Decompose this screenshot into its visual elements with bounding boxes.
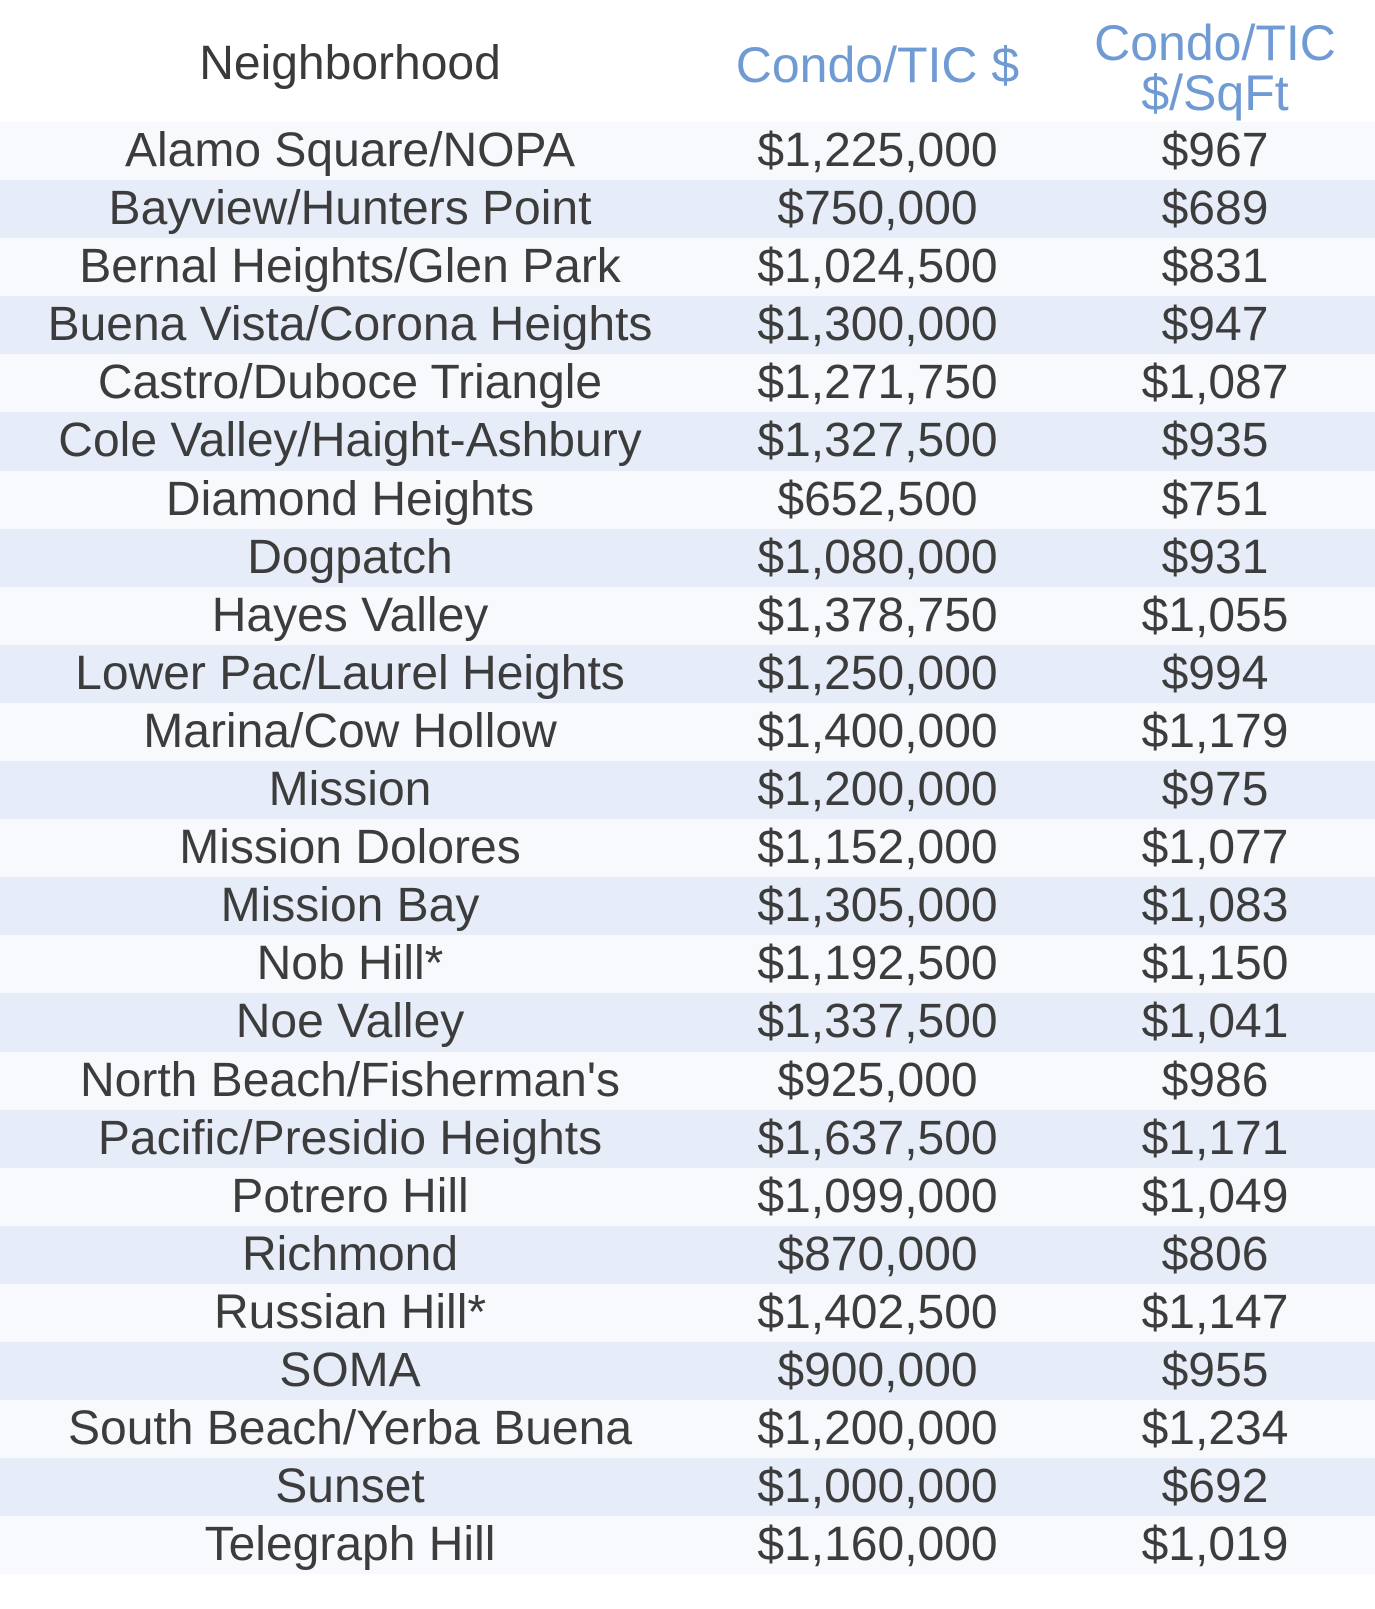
price-per-sqft-cell: $967	[1161, 124, 1269, 177]
neighborhood-cell: Mission Dolores	[179, 821, 521, 875]
price-per-sqft-cell: $931	[1161, 530, 1269, 584]
price-per-sqft-cell: $1,087	[1141, 356, 1289, 410]
table-row	[0, 993, 1375, 1051]
table-row	[0, 471, 1375, 529]
price-cell: $1,250,000	[757, 646, 998, 700]
neighborhood-cell: Telegraph Hill	[204, 1518, 496, 1572]
price-cell: $1,152,000	[757, 821, 998, 875]
table-row	[0, 703, 1375, 761]
price-cell: $652,500	[777, 472, 978, 526]
table-row	[0, 1342, 1375, 1400]
neighborhood-cell: Noe Valley	[235, 995, 465, 1049]
price-cell: $1,160,000	[757, 1518, 998, 1572]
price-cell: $925,000	[777, 1053, 978, 1107]
table-row	[0, 1458, 1375, 1516]
price-per-sqft-cell: $994	[1161, 646, 1269, 700]
price-cell: $1,271,750	[757, 356, 998, 410]
table-row	[0, 412, 1375, 470]
table-row	[0, 1516, 1375, 1574]
neighborhood-cell: Cole Valley/Haight-Ashbury	[58, 414, 642, 468]
price-cell: $1,637,500	[757, 1111, 998, 1165]
price-cell: $1,378,750	[757, 588, 998, 642]
table-row	[0, 1226, 1375, 1284]
neighborhood-cell: Marina/Cow Hollow	[143, 704, 557, 758]
neighborhood-cell: North Beach/Fisherman's	[79, 1053, 621, 1107]
table-row	[0, 1168, 1375, 1226]
price-cell: $1,225,000	[757, 124, 998, 177]
price-per-sqft-cell: $1,171	[1141, 1111, 1289, 1165]
neighborhood-cell: Diamond Heights	[165, 472, 535, 526]
price-cell: $750,000	[777, 182, 978, 236]
neighborhood-cell: Buena Vista/Corona Heights	[47, 298, 653, 352]
table-row	[0, 180, 1375, 238]
table-row	[0, 819, 1375, 877]
price-per-sqft-cell: $1,083	[1141, 879, 1289, 933]
neighborhood-cell: Richmond	[241, 1227, 459, 1281]
neighborhood-cell: Hayes Valley	[211, 588, 489, 642]
table-row	[0, 529, 1375, 587]
price-cell: $1,300,000	[757, 298, 998, 352]
neighborhood-cell: Pacific/Presidio Heights	[97, 1111, 603, 1165]
price-cell: $1,200,000	[757, 1402, 998, 1456]
neighborhood-cell: South Beach/Yerba Buena	[67, 1402, 633, 1456]
price-cell: $900,000	[777, 1343, 978, 1397]
price-per-sqft-cell: $806	[1161, 1227, 1269, 1281]
table-row	[0, 935, 1375, 993]
price-cell: $1,400,000	[757, 704, 998, 758]
table-row	[0, 1110, 1375, 1168]
column-header-price: Condo/TIC $	[735, 37, 1020, 93]
price-per-sqft-cell: $1,077	[1141, 821, 1289, 875]
table-row	[0, 1052, 1375, 1110]
table-body	[0, 122, 1375, 1574]
neighborhood-cell: Mission Bay	[220, 879, 480, 933]
neighborhood-cell: Bayview/Hunters Point	[108, 182, 592, 236]
table-row	[0, 122, 1375, 180]
table-row	[0, 354, 1375, 412]
neighborhood-cell: Potrero Hill	[231, 1169, 469, 1223]
table-row	[0, 761, 1375, 819]
price-cell: $1,200,000	[757, 763, 998, 817]
neighborhood-cell: Alamo Square/NOPA	[125, 124, 575, 177]
price-per-sqft-cell: $1,055	[1141, 588, 1289, 642]
price-cell: $1,402,500	[757, 1285, 998, 1339]
table-row	[0, 645, 1375, 703]
price-cell: $1,000,000	[757, 1460, 998, 1514]
neighborhood-cell: Lower Pac/Laurel Heights	[75, 646, 625, 700]
price-per-sqft-cell: $986	[1161, 1053, 1269, 1107]
price-cell: $870,000	[777, 1227, 978, 1281]
price-per-sqft-cell: $751	[1161, 472, 1269, 526]
table-header	[0, 0, 1375, 122]
neighborhood-cell: Sunset	[275, 1460, 425, 1514]
table-row	[0, 296, 1375, 354]
neighborhood-cell: Castro/Duboce Triangle	[97, 356, 603, 410]
price-per-sqft-cell: $947	[1161, 298, 1269, 352]
price-per-sqft-cell: $1,234	[1141, 1402, 1289, 1456]
price-per-sqft-cell: $1,019	[1141, 1518, 1289, 1572]
price-per-sqft-cell: $955	[1161, 1343, 1269, 1397]
price-cell: $1,327,500	[757, 414, 998, 468]
price-cell: $1,024,500	[757, 240, 998, 294]
price-per-sqft-cell: $1,041	[1141, 995, 1289, 1049]
price-per-sqft-cell: $831	[1161, 240, 1269, 294]
price-per-sqft-cell: $692	[1161, 1460, 1269, 1514]
table-row	[0, 587, 1375, 645]
price-per-sqft-cell: $1,179	[1141, 704, 1289, 758]
price-cell: $1,337,500	[757, 995, 998, 1049]
price-cell: $1,080,000	[757, 530, 998, 584]
table-row	[0, 1284, 1375, 1342]
column-header-price-per-sqft-line2: $/SqFt	[1141, 65, 1289, 121]
neighborhood-cell: Bernal Heights/Glen Park	[79, 240, 621, 294]
table-row	[0, 877, 1375, 935]
column-header-neighborhood: Neighborhood	[199, 37, 501, 90]
price-per-sqft-cell: $1,150	[1141, 937, 1289, 991]
price-cell: $1,099,000	[757, 1169, 998, 1223]
price-per-sqft-cell: $1,147	[1141, 1285, 1289, 1339]
price-per-sqft-cell: $1,049	[1141, 1169, 1289, 1223]
table-row	[0, 1400, 1375, 1458]
neighborhood-cell: Dogpatch	[247, 530, 453, 584]
price-cell: $1,305,000	[757, 879, 998, 933]
neighborhood-cell: Mission	[268, 763, 432, 817]
price-per-sqft-cell: $935	[1161, 414, 1269, 468]
neighborhood-cell: Nob Hill*	[256, 937, 444, 991]
price-per-sqft-cell: $689	[1161, 182, 1269, 236]
column-header-price-per-sqft-line1: Condo/TIC	[1094, 15, 1336, 71]
price-per-sqft-cell: $975	[1161, 763, 1269, 817]
neighborhood-cell: SOMA	[279, 1343, 421, 1397]
neighborhood-cell: Russian Hill*	[213, 1285, 487, 1339]
table-row	[0, 238, 1375, 296]
column-header-price-per-sqft	[1055, 15, 1375, 121]
price-cell: $1,192,500	[757, 937, 998, 991]
